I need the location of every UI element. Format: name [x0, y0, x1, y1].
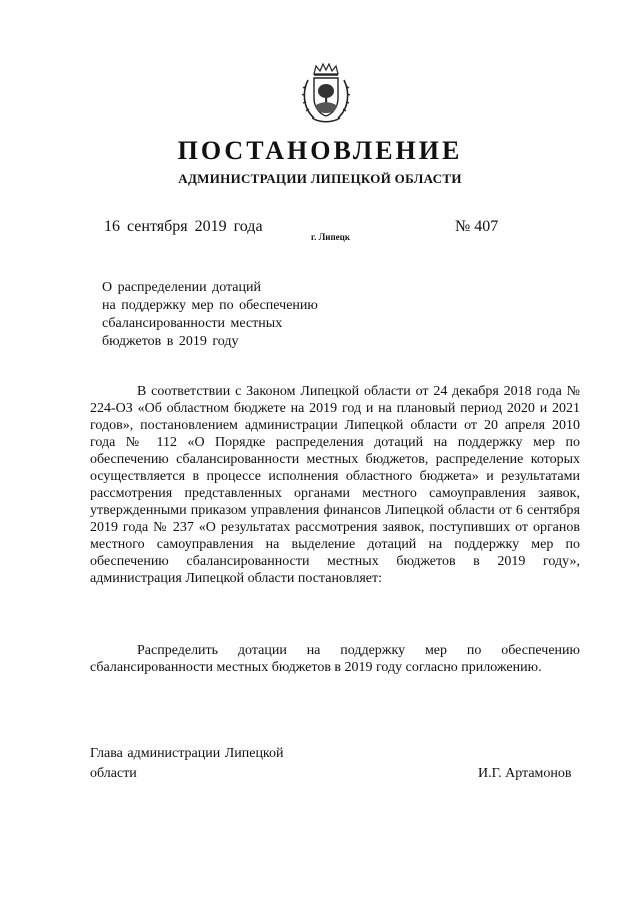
topic-line: бюджетов в 2019 году [102, 334, 239, 349]
signatory-position [90, 744, 284, 784]
body-paragraph-2: Распределить дотации на поддержку мер по обеспечению сбалансированности местных бюджетов в 2019 году согласно приложению. [90, 643, 580, 675]
document-subtitle: АДМИНИСТРАЦИИ ЛИПЕЦКОЙ ОБЛАСТИ [178, 171, 462, 186]
document-title: ПОСТАНОВЛЕНИЕ [177, 136, 463, 165]
signatory-position-line: Глава администрации Липецкой [90, 746, 284, 761]
topic-line: сбалансированности местных [102, 316, 283, 331]
coat-of-arms-icon [300, 62, 352, 124]
signatory-position-line: области [90, 766, 137, 781]
topic-line: О распределении дотаций [102, 280, 261, 295]
document-topic [102, 279, 402, 351]
topic-line: на поддержку мер по обеспечению [102, 298, 318, 313]
document-date: 16 сентября 2019 года [104, 218, 263, 235]
signatory-name: И.Г. Артамонов [478, 766, 572, 781]
document-place: г. Липецк [311, 232, 351, 242]
body-paragraph-1: В соответствии с Законом Липецкой области от 24 декабря 2018 года № 224-ОЗ «Об областном бюджете на 2019 год и на плановый период 2020 и 2021 годов», постановлением администрации Липецкой области от 20 апреля 2010 года № 112 «О Порядке распределения дотаций на поддержку мер по обеспечению сбалансированности местных бюджетов, распределение которых осуществляется в процессе исполнения областного бюджета» и результатами рассмотрения представленных органами местного самоуправления заявок, утвержденными приказом управления финансов Липецкой области от 6 сентября 2019 года № 237 «О результатах рассмотрения заявок, поступивших от органов местного самоуправления на выделение дотаций на поддержку мер по обеспечению сбалансированности местных бюджетов в 2019 году», администрация Липецкой области постановляет: [90, 384, 580, 586]
document-number: № 407 [455, 218, 499, 235]
